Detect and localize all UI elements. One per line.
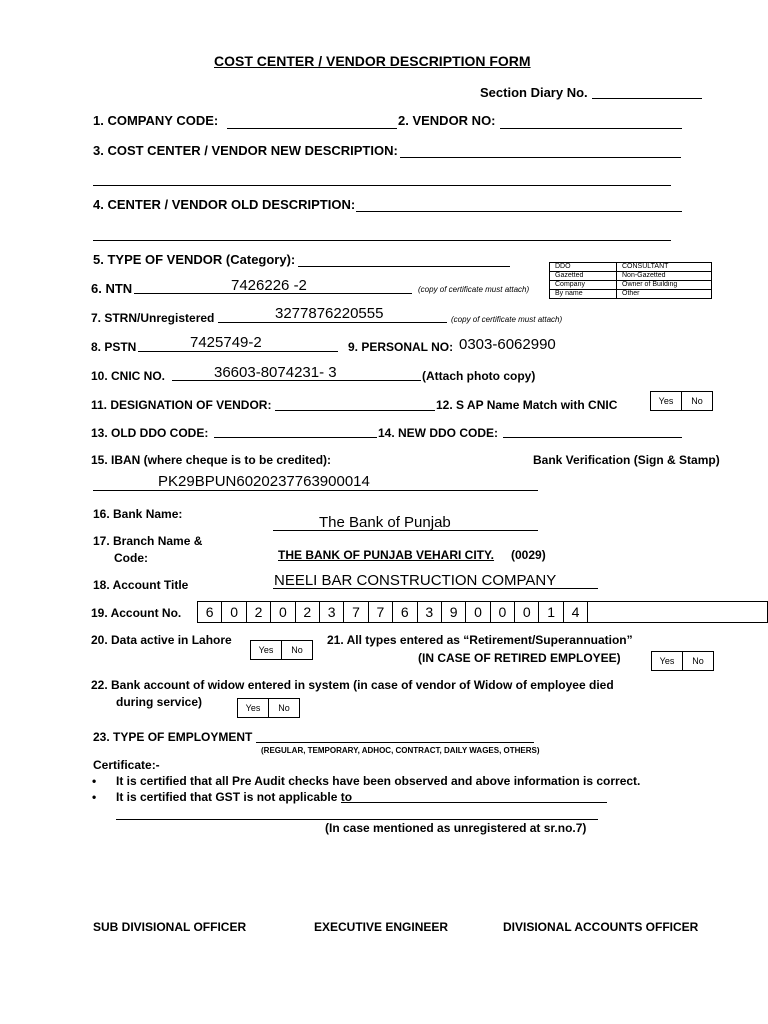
account-digit: 2 (247, 602, 271, 622)
account-digit: 4 (564, 602, 588, 622)
vendor-no-field[interactable] (500, 128, 682, 129)
old-description-label: 4. CENTER / VENDOR OLD DESCRIPTION: (93, 197, 356, 212)
widow-label-line1: 22. Bank account of widow entered in system (in case of vendor of Widow of employee died (91, 678, 614, 692)
employment-type-label: 23. TYPE OF EMPLOYMENT (93, 730, 253, 744)
yes-option[interactable]: Yes (258, 645, 274, 655)
pstn-label: 8. PSTN (91, 340, 137, 354)
category-cell: Non-Gazetted (617, 272, 712, 281)
strn-value: 3277876220555 (275, 305, 384, 322)
data-active-yes-no (250, 640, 313, 660)
old-ddo-field[interactable] (214, 437, 377, 438)
account-digit: 7 (369, 602, 393, 622)
cnic-note: (Attach photo copy) (422, 369, 536, 383)
signature-executive-engineer: EXECUTIVE ENGINEER (314, 920, 449, 934)
iban-label: 15. IBAN (where cheque is to be credited): (91, 453, 332, 467)
vendor-no-label: 2. VENDOR NO: (398, 113, 496, 128)
strn-note: (copy of certificate must attach) (451, 315, 563, 324)
company-code-label: 1. COMPANY CODE: (93, 113, 219, 128)
account-no-tail (572, 601, 768, 623)
new-ddo-label: 14. NEW DDO CODE: (378, 426, 499, 440)
strn-label: 7. STRN/Unregistered (91, 311, 215, 325)
no-option[interactable]: No (681, 392, 712, 410)
gst-field-line2[interactable] (116, 819, 598, 820)
new-description-field-line2[interactable] (93, 185, 671, 186)
old-description-field-line2[interactable] (93, 240, 671, 241)
strn-field-line[interactable] (218, 322, 447, 323)
cnic-label: 10. CNIC NO. (91, 369, 166, 383)
yes-option[interactable]: Yes (659, 656, 675, 666)
new-ddo-field[interactable] (503, 437, 682, 438)
signature-divisional-accounts: DIVISIONAL ACCOUNTS OFFICER (503, 920, 699, 934)
section-diary-label: Section Diary No. (480, 85, 588, 100)
account-digit: 6 (198, 602, 222, 622)
yes-option[interactable]: Yes (658, 396, 674, 406)
personal-no-value: 0303-6062990 (459, 336, 556, 353)
iban-value: PK29BPUN6020237763900014 (158, 473, 370, 490)
category-cell: By name (550, 290, 617, 299)
designation-field[interactable] (275, 410, 435, 411)
employment-type-field[interactable] (256, 742, 534, 743)
retirement-yes-no (651, 651, 714, 671)
bank-name-field-line[interactable] (273, 530, 538, 531)
account-digit: 6 (393, 602, 417, 622)
new-description-label: 3. COST CENTER / VENDOR NEW DESCRIPTION: (93, 143, 398, 158)
widow-label-line2: during service) (116, 695, 203, 709)
designation-label: 11. DESIGNATION OF VENDOR: (91, 398, 272, 412)
category-cell: Owner of Building (617, 281, 712, 290)
account-title-label: 18. Account Title (93, 578, 189, 592)
account-digit: 3 (418, 602, 442, 622)
certificate-line-1: • It is certified that all Pre Audit checks have been observed and above information is correct. (116, 774, 640, 788)
category-cell: Gazetted (550, 272, 617, 281)
account-digit: 0 (491, 602, 515, 622)
branch-label-line2: Code: (114, 551, 148, 565)
account-digit: 0 (222, 602, 246, 622)
account-digit: 1 (539, 602, 563, 622)
employment-type-note: (REGULAR, TEMPORARY, ADHOC, CONTRACT, DAILY WAGES, OTHERS) (261, 746, 540, 755)
gst-field[interactable] (341, 802, 607, 803)
account-digit: 7 (344, 602, 368, 622)
ntn-value: 7426226 -2 (231, 277, 307, 294)
cnic-value: 36603-8074231- 3 (214, 364, 337, 381)
account-digit: 0 (466, 602, 490, 622)
vendor-type-label: 5. TYPE OF VENDOR (Category): (93, 252, 296, 267)
account-digit: 0 (271, 602, 295, 622)
category-cell: Company (550, 281, 617, 290)
signature-sdo: SUB DIVISIONAL OFFICER (93, 920, 247, 934)
new-description-field[interactable] (400, 157, 681, 158)
account-digit: 9 (442, 602, 466, 622)
account-digit: 0 (515, 602, 539, 622)
bank-name-value: The Bank of Punjab (319, 514, 451, 531)
yes-option[interactable]: Yes (245, 703, 261, 713)
category-row (550, 290, 712, 299)
bank-name-label: 16. Bank Name: (93, 507, 183, 521)
data-active-label: 20. Data active in Lahore (91, 633, 232, 647)
old-ddo-label: 13. OLD DDO CODE: (91, 426, 209, 440)
vendor-type-field[interactable] (298, 266, 510, 267)
pstn-value: 7425749-2 (190, 334, 262, 351)
iban-field-line[interactable] (93, 490, 538, 491)
category-cell: DDO (550, 263, 617, 272)
pstn-field-line[interactable] (138, 351, 338, 352)
section-diary-field[interactable] (592, 98, 702, 99)
account-title-field-line[interactable] (273, 588, 598, 589)
category-cell: Other (617, 290, 712, 299)
certificate-line-2: • It is certified that GST is not applicable to (116, 790, 352, 804)
company-code-field[interactable] (227, 128, 397, 129)
personal-no-label: 9. PERSONAL NO: (348, 340, 454, 354)
no-option[interactable]: No (281, 641, 312, 659)
account-no-boxes[interactable] (197, 601, 588, 623)
sap-match-label: 12. S AP Name Match with CNIC (436, 398, 618, 412)
all-types-label: 21. All types entered as “Retirement/Superannuation” (327, 633, 633, 647)
old-description-field[interactable] (356, 211, 682, 212)
category-row (550, 281, 712, 290)
branch-label-line1: 17. Branch Name & (93, 534, 203, 548)
vendor-category-table (549, 262, 712, 299)
no-option[interactable]: No (682, 652, 713, 670)
form-title: COST CENTER / VENDOR DESCRIPTION FORM (214, 53, 531, 69)
bank-verification-label: Bank Verification (Sign & Stamp) (533, 453, 720, 467)
ntn-note: (copy of certificate must attach) (418, 285, 530, 294)
account-no-label: 19. Account No. (91, 606, 182, 620)
account-digit: 2 (296, 602, 320, 622)
certificate-heading: Certificate:- (93, 758, 160, 772)
account-digit: 3 (320, 602, 344, 622)
account-title-value: NEELI BAR CONSTRUCTION COMPANY (274, 572, 557, 589)
certificate-note: (In case mentioned as unregistered at sr.no.7) (325, 821, 587, 835)
widow-yes-no (237, 698, 300, 718)
retired-note: (IN CASE OF RETIRED EMPLOYEE) (418, 651, 621, 665)
category-cell: CONSULTANT (617, 263, 712, 272)
no-option[interactable]: No (268, 699, 299, 717)
ntn-label: 6. NTN (91, 281, 133, 296)
branch-code: (0029) (511, 548, 546, 562)
branch-value: THE BANK OF PUNJAB VEHARI CITY. (278, 548, 495, 562)
category-row (550, 272, 712, 281)
category-row (550, 263, 712, 272)
sap-match-yes-no (650, 391, 713, 411)
